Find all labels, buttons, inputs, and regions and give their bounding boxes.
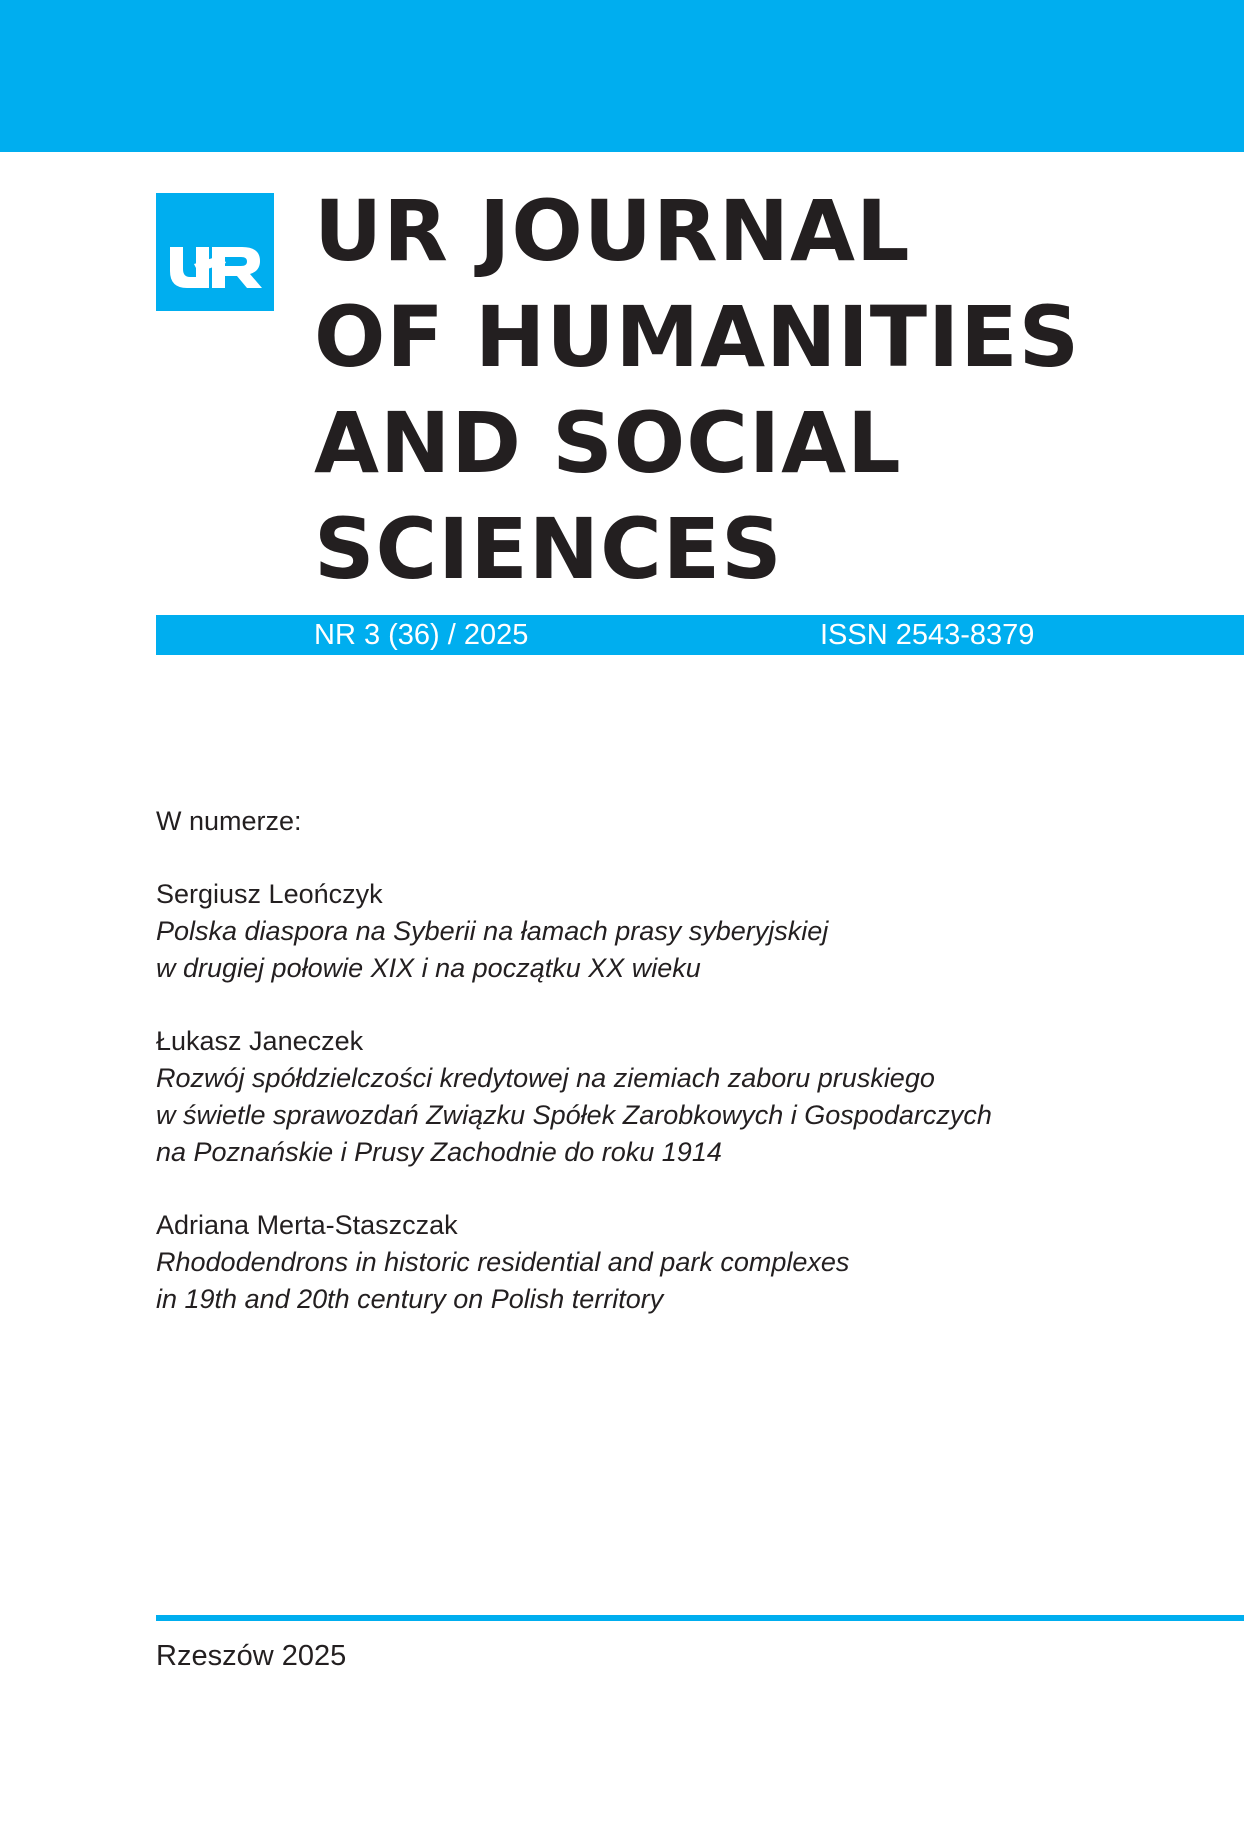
journal-title-line: UR JOURNAL <box>314 182 911 280</box>
journal-title-line: OF HUMANITIES <box>314 288 1081 386</box>
article-title-line: w drugiej połowie XIX i na początku XX wieku <box>156 953 701 983</box>
article-author: Łukasz Janeczek <box>156 1026 364 1056</box>
article-author: Adriana Merta-Staszczak <box>156 1210 458 1240</box>
article-title <box>156 913 1156 987</box>
article-author: Sergiusz Leończyk <box>156 879 383 909</box>
article-title-line: w świetle sprawozdań Związku Spółek Zarobkowych i Gospodarczych <box>156 1100 992 1130</box>
article-title <box>156 1244 1156 1318</box>
article-entry <box>156 1023 1156 1171</box>
contents-heading: W numerze: <box>156 806 302 836</box>
issue-number: NR 3 (36) / 2025 <box>314 619 529 651</box>
top-color-band <box>0 0 1244 152</box>
journal-title-line: AND SOCIAL <box>314 394 902 492</box>
article-title-line: Polska diaspora na Syberii na łamach prasy syberyjskiej <box>156 916 829 946</box>
issue-info-bar <box>156 615 1244 655</box>
table-of-contents <box>156 803 1156 1354</box>
place-and-year: Rzeszów 2025 <box>156 1640 347 1672</box>
bottom-divider <box>156 1615 1244 1621</box>
article-title-line: Rozwój spółdzielczości kredytowej na ziemiach zaboru pruskiego <box>156 1063 935 1093</box>
article-title-line: Rhododendrons in historic residential and park complexes <box>156 1247 850 1277</box>
ur-logo-icon <box>156 193 274 311</box>
article-title-line: na Poznańskie i Prusy Zachodnie do roku 1914 <box>156 1137 722 1167</box>
journal-title-line: SCIENCES <box>314 500 783 598</box>
article-entry <box>156 876 1156 987</box>
ur-logo-mark <box>156 193 274 311</box>
issn-number: ISSN 2543-8379 <box>820 619 1035 651</box>
article-title <box>156 1060 1156 1171</box>
journal-title <box>314 178 1214 602</box>
article-entry <box>156 1207 1156 1318</box>
article-title-line: in 19th and 20th century on Polish territory <box>156 1284 664 1314</box>
